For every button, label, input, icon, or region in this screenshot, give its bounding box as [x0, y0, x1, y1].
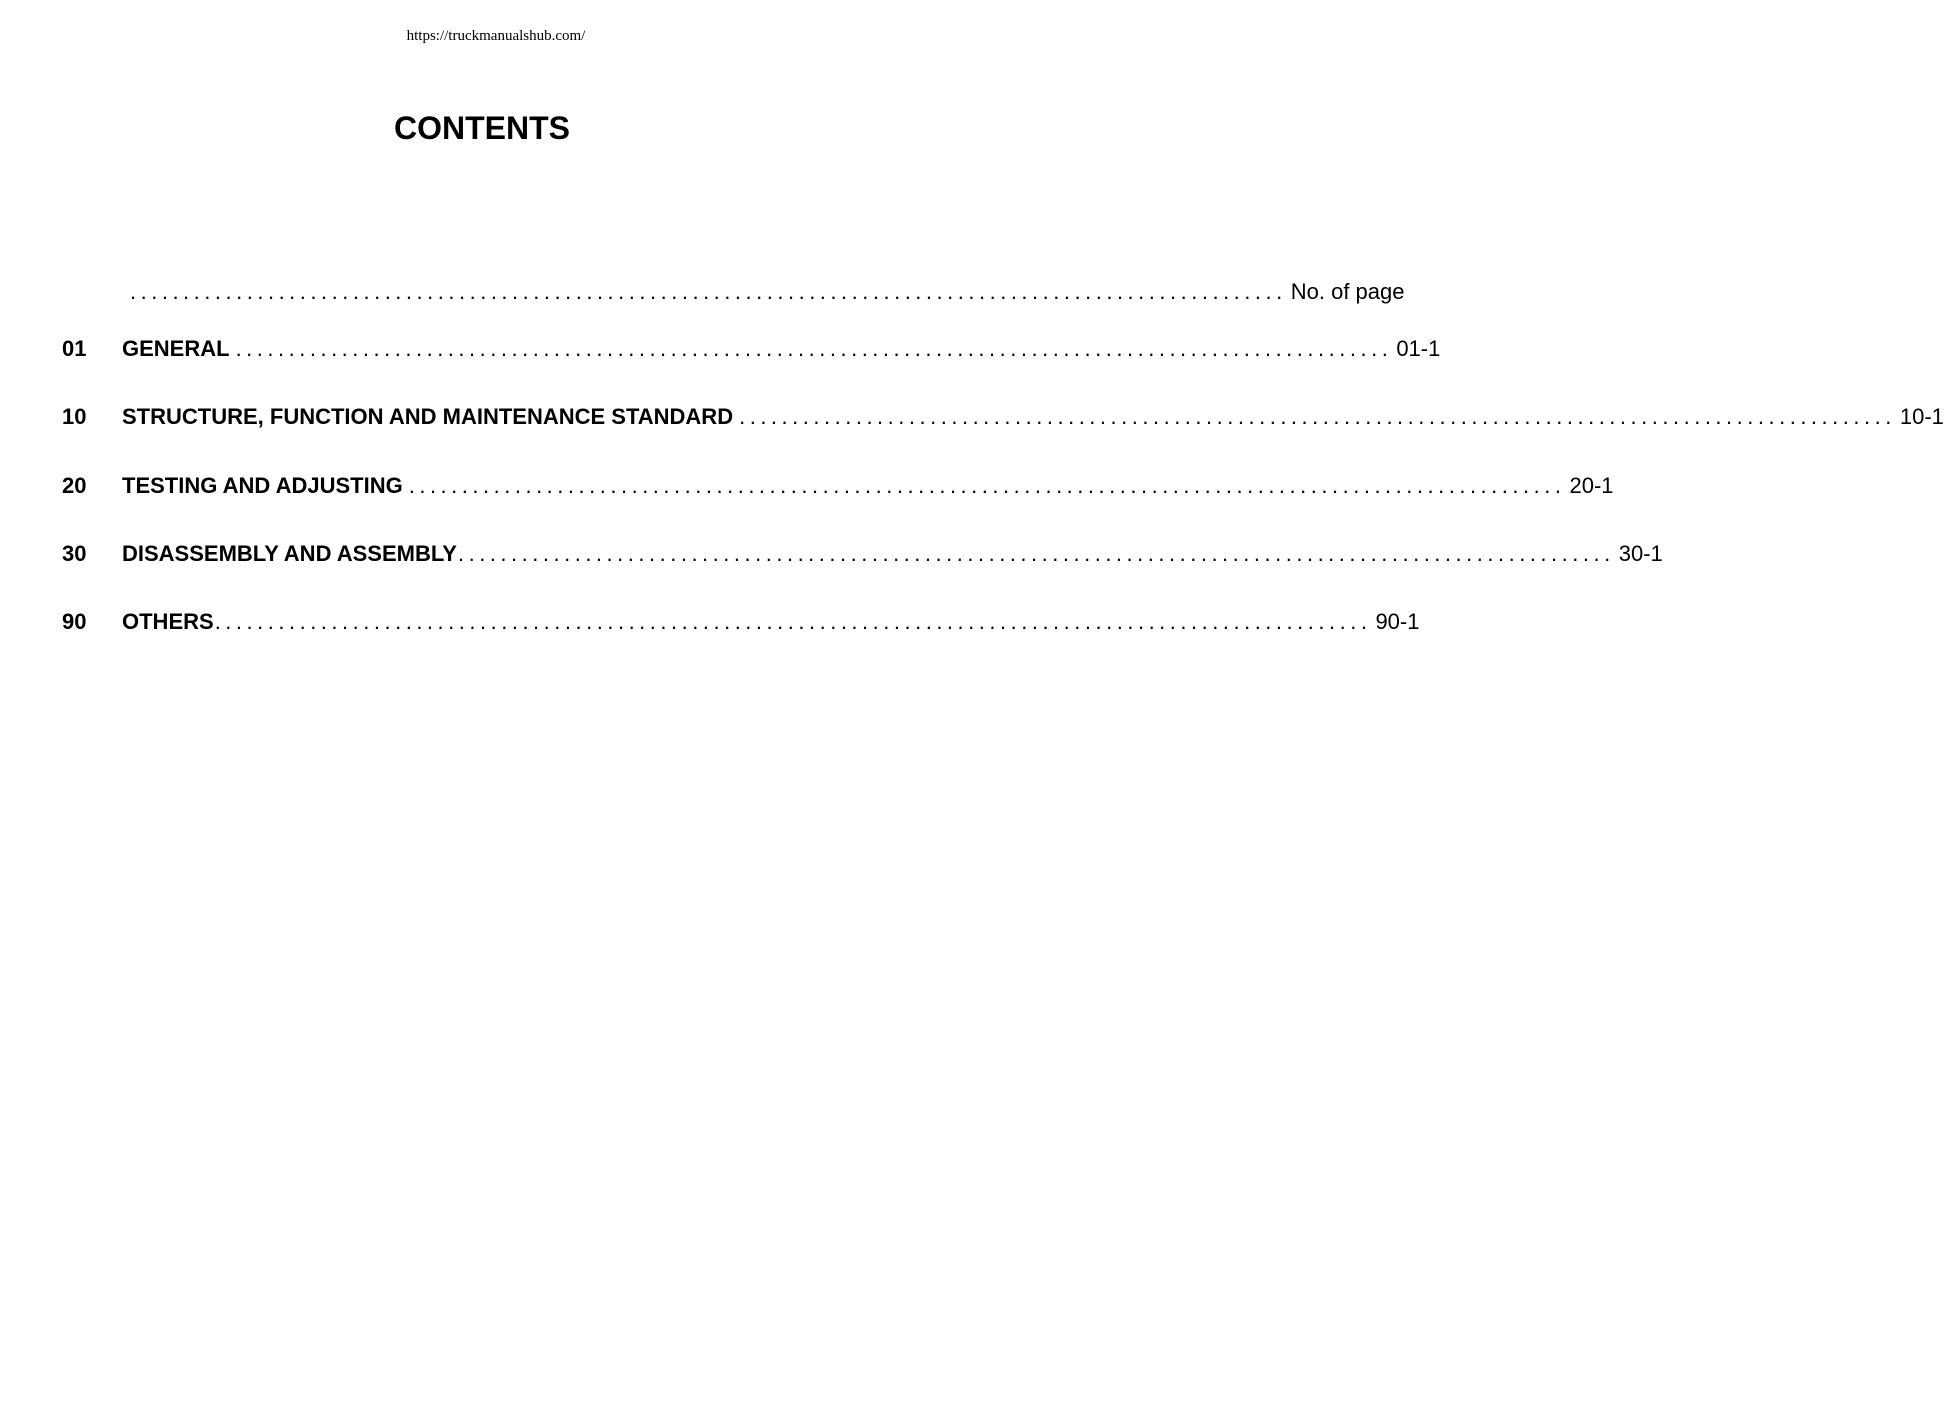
dot-leader: ............................................................................................................. [130, 279, 1287, 304]
toc-entry-disassembly[interactable] [62, 540, 1663, 568]
section-number: 90 [62, 609, 87, 634]
section-title: TESTING AND ADJUSTING [122, 473, 403, 498]
toc-entry-general[interactable] [62, 335, 1441, 363]
section-page: 30-1 [1618, 541, 1663, 566]
dot-leader: ............................................................................................................. [214, 609, 1372, 634]
page-title: CONTENTS [394, 110, 570, 146]
toc-entry-testing[interactable] [62, 472, 1614, 500]
dot-leader: ............................................................................................................. [457, 541, 1615, 566]
section-page: 20-1 [1569, 473, 1614, 498]
section-page: 01-1 [1396, 336, 1441, 361]
dot-leader: ............................................................................................................. [739, 404, 1896, 429]
section-number: 30 [62, 541, 87, 566]
section-number: 10 [62, 404, 87, 429]
dot-leader: ............................................................................................................. [235, 336, 1393, 361]
section-title: OTHERS [122, 609, 214, 634]
section-number: 01 [62, 336, 87, 361]
toc-entry-others[interactable] [62, 608, 1420, 636]
site-url: https://truckmanualshub.com/ [406, 28, 586, 44]
toc-entry-structure[interactable] [62, 403, 1944, 431]
section-title: GENERAL [122, 336, 230, 361]
section-title: DISASSEMBLY AND ASSEMBLY [122, 541, 457, 566]
dot-leader: ............................................................................................................. [408, 473, 1566, 498]
section-page: 10-1 [1899, 404, 1944, 429]
section-page: 90-1 [1375, 609, 1420, 634]
section-title: STRUCTURE, FUNCTION AND MAINTENANCE STANDARD [122, 404, 734, 429]
section-number: 20 [62, 473, 87, 498]
page-column-label: No. of page [1290, 279, 1405, 304]
toc-header-row [130, 278, 1405, 306]
